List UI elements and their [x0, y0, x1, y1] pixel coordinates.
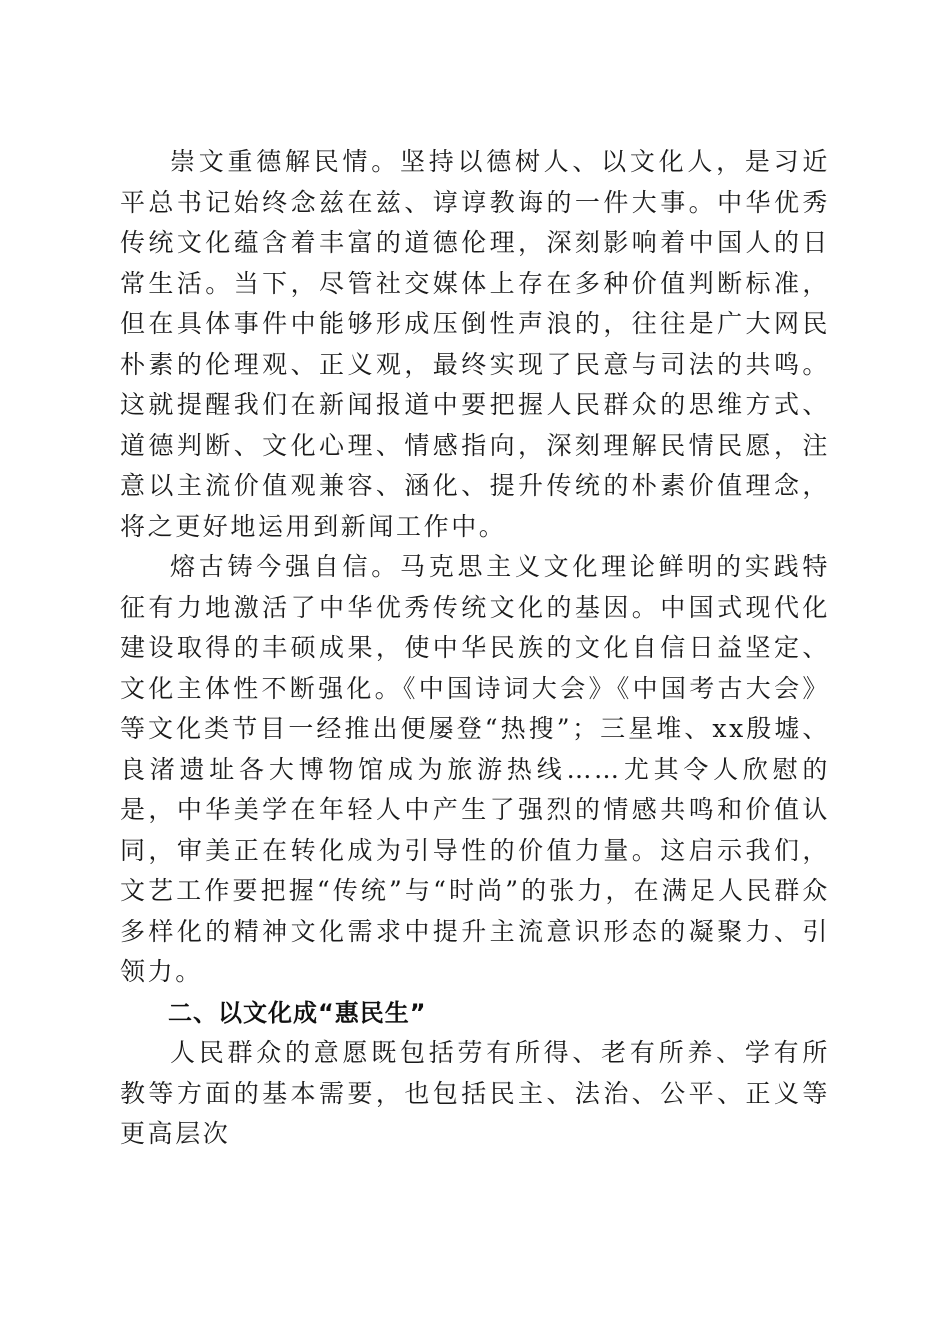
section-heading: 二、以文化成“惠民生” [168, 998, 427, 1027]
paragraph-cultural-confidence: 熔古铸今强自信。马克思主义文化理论鲜明的实践特征有力地激活了中华优秀传统文化的基因。中国式现代化建设取得的丰硕成果，使中华民族的文化自信日益坚定、文化主体性不断强化。《中国诗词大会》《中国考古大会》等文化类节目一经推出便屡登“热搜”；三星堆、xx殷墟、良渚遗址各大博物馆成为旅游热线……尤其令人欣慰的是，中华美学在年轻人中产生了强烈的情感共鸣和价值认同，审美正在转化成为引导性的价值力量。这启示我们，文艺工作要把握“传统”与“时尚”的张力，在满足人民群众多样化的精神文化需求中提升主流意识形态的凝聚力、引领力。 [120, 552, 830, 986]
paragraph-people-livelihood: 人民群众的意愿既包括劳有所得、老有所养、学有所教等方面的基本需要，也包括民主、法治、公平、正义等更高层次 [120, 1038, 830, 1148]
paragraph-culture-virtue: 崇文重德解民情。坚持以德树人、以文化人，是习近平总书记始终念兹在兹、谆谆教诲的一件大事。中华优秀传统文化蕴含着丰富的道德伦理，深刻影响着中国人的日常生活。当下，尽管社交媒体上存在多种价值判断标准，但在具体事件中能够形成压倒性声浪的，往往是广大网民朴素的伦理观、正义观，最终实现了民意与司法的共鸣。这就提醒我们在新闻报道中要把握人民群众的思维方式、道德判断、文化心理、情感指向，深刻理解民情民愿，注意以主流价值观兼容、涵化、提升传统的朴素价值理念，将之更好地运用到新闻工作中。 [120, 147, 830, 541]
document-body [120, 142, 830, 1155]
